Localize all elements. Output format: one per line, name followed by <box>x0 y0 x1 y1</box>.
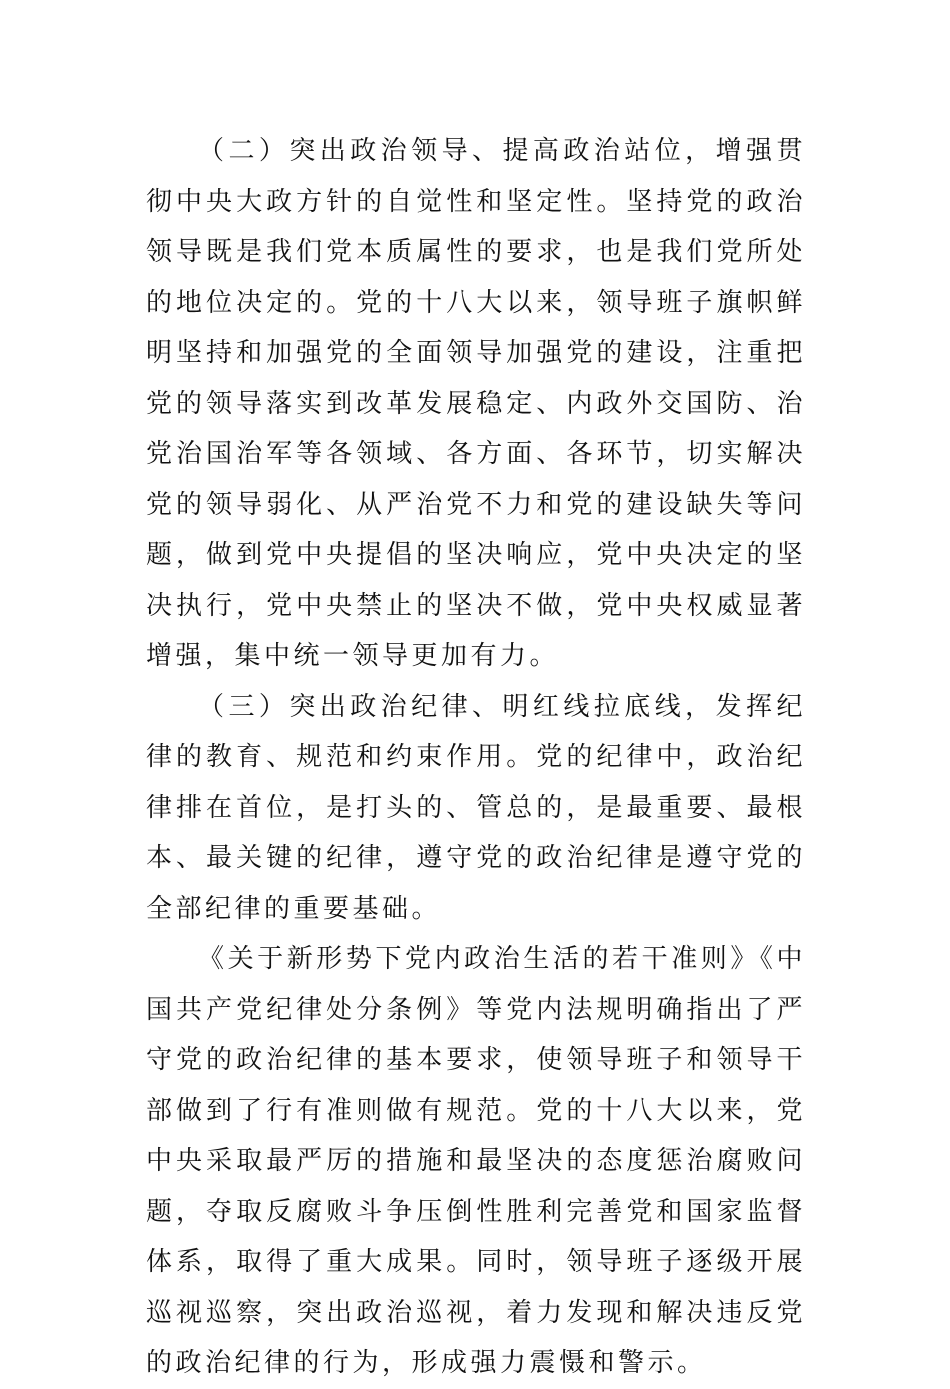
paragraph-3-political-discipline: （三）突出政治纪律、明红线拉底线，发挥纪律的教育、规范和约束作用。党的纪律中，政治纪律排在首位，是打头的、管总的，是最重要、最根本、最关键的纪律，遵守党的政治纪律是遵守党的全部纪律的重要基础。 <box>146 691 806 924</box>
document-body <box>146 126 806 1389</box>
paragraph-2-political-leadership: （二）突出政治领导、提高政治站位，增强贯彻中央大政方针的自觉性和坚定性。坚持党的政治领导既是我们党本质属性的要求，也是我们党所处的地位决定的。党的十八大以来，领导班子旗帜鲜明坚持和加强党的全面领导加强党的建设，注重把党的领导落实到改革发展稳定、内政外交国防、治党治国治军等各领域、各方面、各环节，切实解决党的领导弱化、从严治党不力和党的建设缺失等问题，做到党中央提倡的坚决响应，党中央决定的坚决执行，党中央禁止的坚决不做，党中央权威显著增强，集中统一领导更加有力。 <box>146 136 806 671</box>
paragraph-party-regulations: 《关于新形势下党内政治生活的若干准则》《中国共产党纪律处分条例》等党内法规明确指出了严守党的政治纪律的基本要求，使领导班子和领导干部做到了行有准则做有规范。党的十八大以来，党中央采取最严厉的措施和最坚决的态度惩治腐败问题，夺取反腐败斗争压倒性胜利完善党和国家监督体系，取得了重大成果。同时，领导班子逐级开展巡视巡察，突出政治巡视，着力发现和解决违反党的政治纪律的行为，形成强力震慑和警示。 <box>146 944 806 1378</box>
